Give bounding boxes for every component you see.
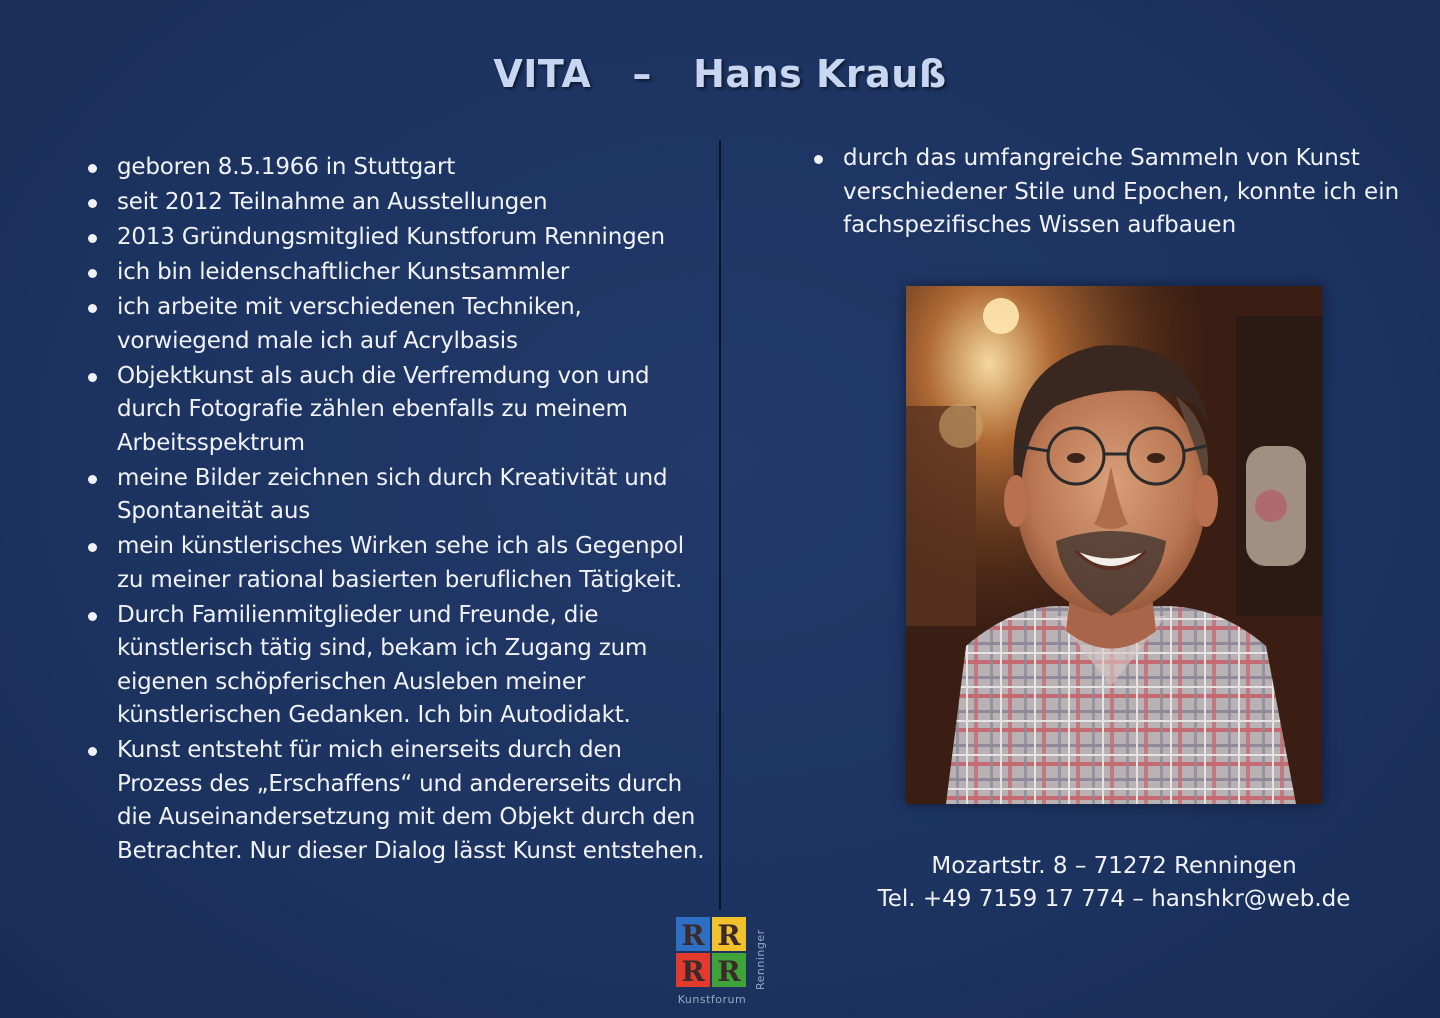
column-divider: [719, 140, 721, 910]
address-line: Mozartstr. 8 – 71272 Renningen: [931, 853, 1297, 879]
vita-list-left: [89, 151, 709, 868]
list-item: 2013 Gründungsmitglied Kunstforum Renningen: [89, 221, 709, 255]
page-title: VITA – Hans Krauß: [493, 52, 947, 96]
list-item: Kunst entsteht für mich einerseits durch den Prozess des „Erschaffens“ und andererseits durch die Auseinandersetzung mit dem Objekt durch den Betrachter. Nur dieser Dialog lässt Kunst entstehen.: [89, 734, 709, 868]
list-item: ich bin leidenschaftlicher Kunstsammler: [89, 256, 709, 290]
list-item: meine Bilder zeichnen sich durch Kreativität und Spontaneität aus: [89, 462, 709, 529]
logo-text-side: Renninger: [754, 929, 767, 990]
portrait-illustration: [906, 286, 1322, 804]
logo-tile-letter: R: [681, 955, 705, 988]
logo-text-bottom: Kunstforum: [677, 993, 747, 1006]
contact-block: [820, 850, 1408, 916]
portrait-photo: [906, 286, 1322, 804]
vita-list-right: [815, 142, 1415, 243]
logo-tile-letter: R: [681, 919, 705, 952]
list-item: mein künstlerisches Wirken sehe ich als Gegenpol zu meiner rational basierten beruflichen Tätigkeit.: [89, 530, 709, 597]
logo-tile-letter: R: [717, 919, 741, 952]
list-item: Durch Familienmitglieder und Freunde, die künstlerisch tätig sind, bekam ich Zugang zum eigenen schöpferischen Ausleben meiner künstlerischen Gedanken. Ich bin Autodidakt.: [89, 599, 709, 733]
list-item: seit 2012 Teilnahme an Ausstellungen: [89, 186, 709, 220]
list-item: Objektkunst als auch die Verfremdung von und durch Fotografie zählen ebenfalls zu meinem Arbeitsspektrum: [89, 360, 709, 461]
logo-tile-letter: R: [717, 955, 741, 988]
left-column: [89, 151, 709, 870]
list-item: durch das umfangreiche Sammeln von Kunst verschiedener Stile und Epochen, konnte ich ein fachspezifisches Wissen aufbauen: [815, 142, 1415, 243]
right-column: [815, 142, 1415, 244]
list-item: ich arbeite mit verschiedenen Techniken, vorwiegend male ich auf Acrylbasis: [89, 291, 709, 358]
list-item: geboren 8.5.1966 in Stuttgart: [89, 151, 709, 185]
kunstforum-logo: [676, 915, 776, 1015]
phone-email-line: Tel. +49 7159 17 774 – hanshkr@web.de: [877, 886, 1351, 912]
